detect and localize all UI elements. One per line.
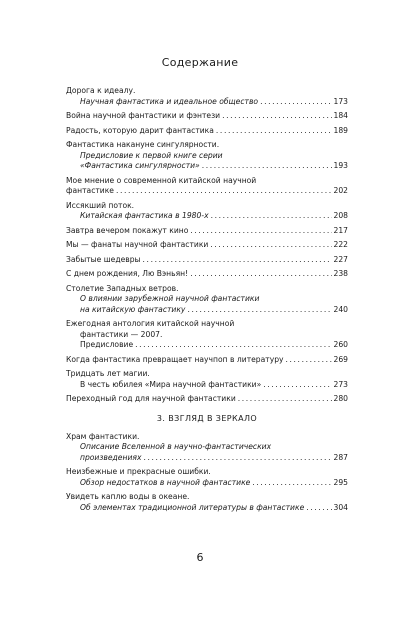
dot-leader (222, 111, 331, 122)
toc-line-text: Мы — фанаты научной фантастики (66, 240, 209, 249)
toc-line (66, 380, 348, 391)
toc-entry (66, 432, 348, 464)
dot-leader (260, 97, 331, 108)
toc-entry (66, 126, 348, 137)
dot-leader (286, 355, 332, 366)
toc-line-text: О влиянии зарубежной научной фантастики (80, 294, 260, 303)
dot-leader (187, 305, 331, 316)
toc-line-text: Увидеть каплю воды в океане. (66, 492, 190, 501)
toc-page-ref: 260 (333, 340, 348, 349)
toc-line-text: Когда фантастика превращает научпоп в литературу (66, 354, 284, 364)
toc-line (66, 432, 348, 443)
toc-line-text: Китайская фантастика в 1980-х (80, 211, 209, 220)
toc-line (66, 140, 348, 151)
toc-line-text: С днем рождения, Лю Вэньян! (66, 269, 189, 278)
toc-line-text: Ежегодная антология китайской научной (66, 319, 235, 328)
toc-page-ref: 189 (333, 125, 348, 135)
toc-entry (66, 201, 348, 222)
toc-line (66, 453, 348, 464)
toc-line (66, 211, 348, 222)
toc-line-text: Описание Вселенной в научно-фантастических (80, 442, 272, 451)
dot-leader (135, 340, 331, 351)
toc-line (66, 330, 348, 341)
toc-line (66, 503, 348, 514)
page-number: 6 (196, 551, 204, 564)
toc-line (66, 340, 348, 351)
dot-leader (202, 161, 332, 172)
toc-line-text: Неизбежные и прекрасные ошибки. (66, 467, 211, 476)
toc-line-text: Иссякший поток. (66, 200, 135, 210)
toc-page-ref: 227 (333, 254, 348, 264)
toc-line-text: Завтра вечером покажут кино (66, 225, 189, 235)
toc-page-ref: 193 (333, 161, 348, 170)
toc-entry (66, 176, 348, 197)
toc-line (66, 355, 348, 366)
toc-line (66, 478, 348, 489)
toc-line (66, 255, 348, 266)
toc-line-text: Война научной фантастики и фэнтези (66, 111, 221, 120)
toc-line-text: Об элементах традиционной литературы в фантастике (80, 502, 305, 512)
dot-leader (143, 255, 332, 266)
toc-line (66, 176, 348, 187)
toc-entry (66, 467, 348, 488)
dot-leader (252, 478, 331, 489)
dot-leader (190, 226, 331, 237)
toc-line-text: В честь юбилея «Мира научной фантастики» (80, 379, 262, 389)
toc-line (66, 442, 348, 453)
toc-line (66, 240, 348, 251)
toc-line-text: Тридцать лет магии. (66, 369, 150, 378)
toc-page-ref: 217 (333, 225, 348, 235)
toc-entry (66, 369, 348, 390)
toc-line (66, 126, 348, 137)
toc-page-ref: 280 (333, 394, 348, 403)
toc-page-ref: 273 (333, 379, 348, 389)
toc-line (66, 305, 348, 316)
toc-line (66, 394, 348, 405)
toc-line-text: Столетие Западных ветров. (66, 283, 179, 293)
toc-entry (66, 240, 348, 251)
toc-entry (66, 255, 348, 266)
toc-line-text: «Фантастика сингулярности» (80, 161, 200, 170)
toc-line (66, 97, 348, 108)
toc-line-text: Мое мнение о современной китайской научной (66, 175, 257, 185)
toc-line (66, 226, 348, 237)
section-heading: 3. ВЗГЛЯД В ЗЕРКАЛО (156, 413, 258, 423)
toc-line-text: фантастике (66, 186, 114, 195)
toc-entry (66, 394, 348, 405)
toc-entry (66, 492, 348, 513)
toc-line (66, 492, 348, 503)
toc-line (66, 467, 348, 478)
dot-leader (263, 380, 331, 391)
toc-line-text: фантастики — 2007. (80, 329, 163, 339)
toc-line (66, 161, 348, 172)
toc-line-text: Радость, которую дарит фантастика (66, 125, 214, 135)
toc-entry (66, 269, 348, 280)
toc-line-text: Обзор недостатков в научной фантастике (80, 477, 251, 487)
toc-line (66, 284, 348, 295)
toc-entry (66, 284, 348, 316)
toc-line-text: Храм фантастики. (66, 431, 140, 441)
toc-page-ref: 240 (333, 304, 348, 314)
dot-leader (210, 240, 331, 251)
dot-leader (143, 453, 331, 464)
toc-line-text: Дорога к идеалу. (66, 86, 136, 95)
toc-line (66, 86, 348, 97)
toc-line-text: Переходный год для научной фантастики (66, 394, 236, 403)
dot-leader (306, 503, 331, 514)
toc-line (66, 186, 348, 197)
toc-line-text: Предисловие к первой книге серии (80, 150, 223, 160)
toc-entry (66, 226, 348, 237)
toc-line-text: произведениях (80, 452, 142, 462)
toc-line-text: Научная фантастика и идеальное общество (80, 96, 259, 106)
toc-line (66, 369, 348, 380)
toc-page-ref: 222 (333, 240, 348, 249)
page-title: Содержание (161, 56, 239, 69)
dot-leader (216, 126, 332, 137)
toc-page-ref: 238 (333, 269, 348, 278)
toc-page-ref: 184 (333, 111, 348, 120)
toc-page-ref: 295 (333, 477, 348, 487)
toc-line (66, 151, 348, 162)
toc-line (66, 269, 348, 280)
table-of-contents (66, 86, 348, 517)
dot-leader (116, 186, 332, 197)
toc-line-text: Предисловие (80, 340, 134, 349)
toc-entry (66, 86, 348, 107)
toc-page-ref: 269 (333, 354, 348, 364)
toc-page-ref: 304 (333, 502, 348, 512)
toc-entry (66, 140, 348, 172)
dot-leader (211, 211, 332, 222)
toc-line (66, 201, 348, 212)
toc-page-ref: 173 (333, 96, 348, 106)
toc-line-text: Забытые шедевры (66, 254, 141, 264)
dot-leader (190, 269, 331, 280)
toc-page-ref: 202 (333, 186, 348, 195)
toc-entry (66, 319, 348, 351)
toc-entry (66, 111, 348, 122)
toc-line (66, 319, 348, 330)
toc-line-text: Фантастика накануне сингулярности. (66, 140, 220, 149)
toc-line-text: на китайскую фантастику (80, 304, 186, 314)
toc-page-ref: 208 (333, 211, 348, 220)
toc-line (66, 294, 348, 305)
dot-leader (238, 394, 332, 405)
toc-line (66, 111, 348, 122)
toc-entry (66, 355, 348, 366)
toc-page-ref: 287 (333, 452, 348, 462)
